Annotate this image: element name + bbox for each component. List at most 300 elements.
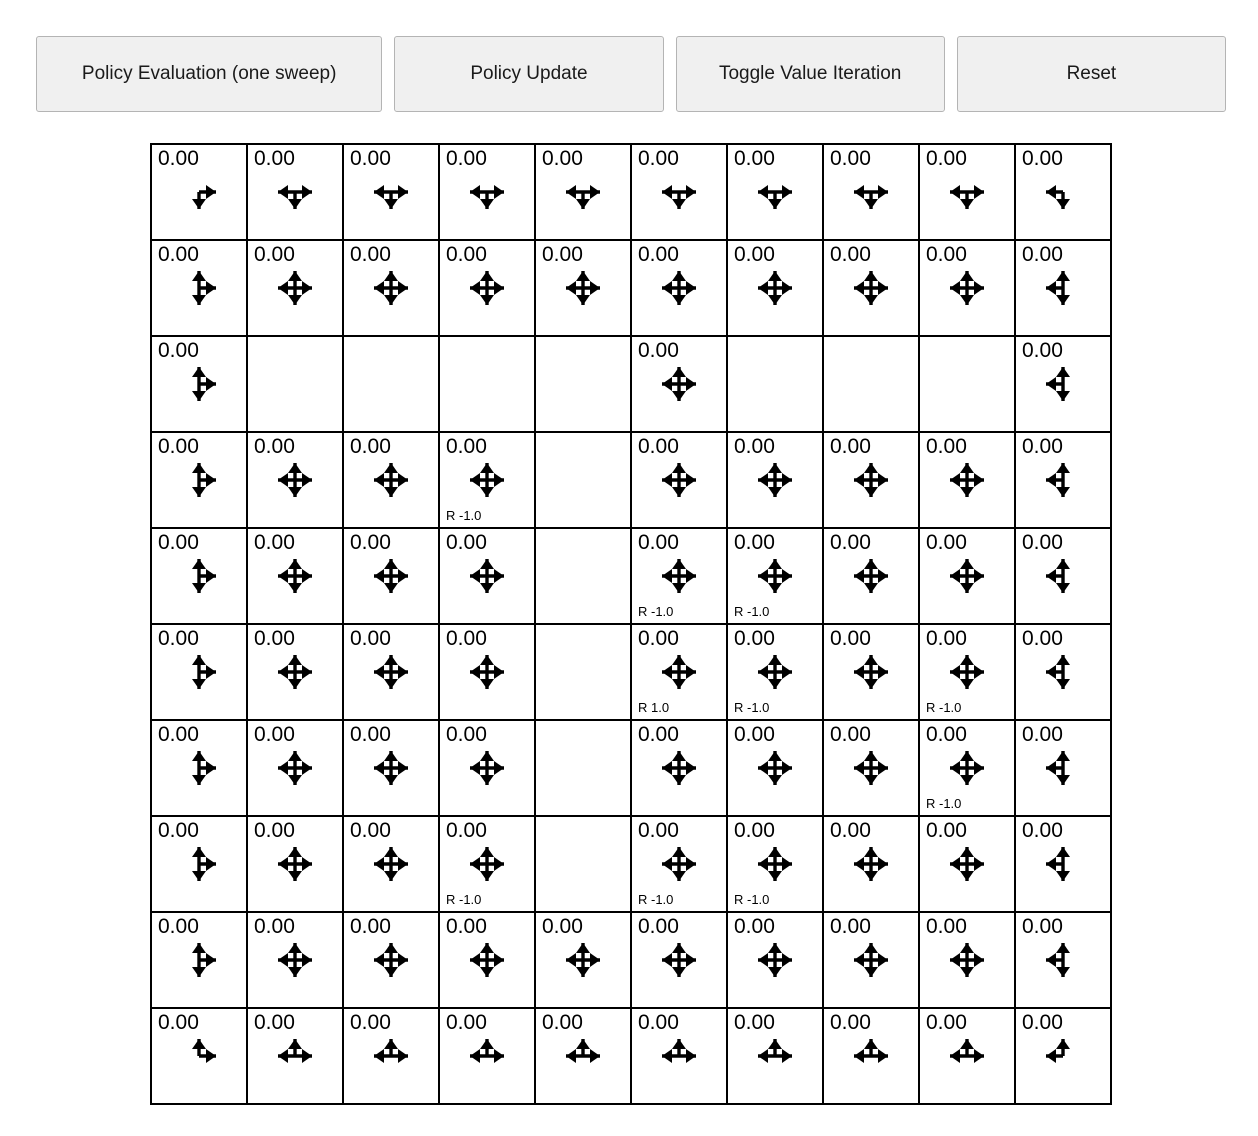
grid-cell[interactable] [247, 816, 343, 912]
cell-value: 0.00 [254, 531, 295, 554]
cell-value: 0.00 [830, 147, 871, 170]
grid-cell[interactable] [439, 912, 535, 1008]
grid-cell[interactable] [343, 720, 439, 816]
grid-cell[interactable] [1015, 528, 1111, 624]
cell-value: 0.00 [542, 1011, 583, 1034]
policy-arrows-icon [1016, 1031, 1110, 1081]
policy-arrows-icon [632, 1031, 726, 1081]
policy-arrows-icon [632, 743, 726, 793]
cell-value: 0.00 [158, 531, 199, 554]
reset-button[interactable]: Reset [957, 36, 1226, 112]
grid-cell[interactable] [151, 528, 247, 624]
policy-arrows-icon [440, 1031, 534, 1081]
policy-arrows-icon [920, 263, 1014, 313]
grid-cell-inner [344, 529, 438, 623]
cell-value: 0.00 [446, 723, 487, 746]
grid-cell[interactable] [919, 528, 1015, 624]
cell-value: 0.00 [254, 435, 295, 458]
grid-cell[interactable] [823, 624, 919, 720]
grid-cell[interactable] [727, 1008, 823, 1104]
cell-value: 0.00 [734, 435, 775, 458]
grid-cell[interactable] [439, 720, 535, 816]
policy-arrows-icon [152, 551, 246, 601]
policy-arrows-icon [728, 743, 822, 793]
policy-arrows-icon [920, 455, 1014, 505]
grid-cell[interactable] [439, 816, 535, 912]
grid-cell[interactable] [343, 528, 439, 624]
grid-cell-inner [824, 241, 918, 335]
grid-cell[interactable] [823, 240, 919, 336]
grid-cell[interactable] [343, 816, 439, 912]
cell-value: 0.00 [830, 1011, 871, 1034]
policy-arrows-icon [1016, 359, 1110, 409]
cell-value: 0.00 [254, 723, 295, 746]
cell-value: 0.00 [350, 627, 391, 650]
cell-value: 0.00 [350, 819, 391, 842]
grid-cell-inner [824, 625, 918, 719]
grid-cell[interactable] [439, 432, 535, 528]
grid-row [151, 528, 1111, 624]
policy-arrows-icon [344, 167, 438, 217]
grid-cell-inner [632, 145, 726, 239]
policy-arrows-icon [248, 455, 342, 505]
grid-cell-inner [344, 433, 438, 527]
grid-cell-inner [1016, 913, 1110, 1007]
cell-value: 0.00 [1022, 915, 1063, 938]
cell-value: 0.00 [638, 627, 679, 650]
grid-cell-inner [248, 241, 342, 335]
grid-cell[interactable] [247, 1008, 343, 1104]
cell-value: 0.00 [158, 627, 199, 650]
cell-value: 0.00 [638, 723, 679, 746]
policy-arrows-icon [536, 167, 630, 217]
cell-reward-label: R -1.0 [446, 892, 482, 907]
policy-arrows-icon [152, 743, 246, 793]
grid-cell[interactable] [919, 912, 1015, 1008]
policy-arrows-icon [440, 935, 534, 985]
grid-cell[interactable] [631, 720, 727, 816]
grid-cell-inner [248, 1009, 342, 1103]
policy-arrows-icon [440, 167, 534, 217]
policy-arrows-icon [152, 839, 246, 889]
policy-arrows-icon [440, 551, 534, 601]
policy-arrows-icon [632, 647, 726, 697]
policy-arrows-icon [824, 839, 918, 889]
grid-row [151, 720, 1111, 816]
policy-update-button[interactable]: Policy Update [394, 36, 663, 112]
policy-arrows-icon [632, 167, 726, 217]
grid-cell-inner [920, 1009, 1014, 1103]
cell-value: 0.00 [158, 339, 199, 362]
grid-cell-inner [152, 913, 246, 1007]
policy-arrows-icon [152, 455, 246, 505]
grid-cell-inner [728, 625, 822, 719]
grid-cell[interactable] [631, 528, 727, 624]
cell-value: 0.00 [446, 243, 487, 266]
grid-cell[interactable] [343, 240, 439, 336]
grid-cell-inner [152, 721, 246, 815]
cell-value: 0.00 [926, 819, 967, 842]
policy-arrows-icon [632, 935, 726, 985]
grid-cell[interactable] [1015, 624, 1111, 720]
policy-arrows-icon [920, 167, 1014, 217]
grid-cell[interactable] [727, 432, 823, 528]
cell-value: 0.00 [446, 147, 487, 170]
grid-cell[interactable] [631, 912, 727, 1008]
grid-cell[interactable] [727, 528, 823, 624]
cell-value: 0.00 [158, 1011, 199, 1034]
cell-value: 0.00 [254, 819, 295, 842]
grid-cell[interactable] [151, 912, 247, 1008]
cell-reward-label: R -1.0 [926, 796, 962, 811]
cell-value: 0.00 [542, 915, 583, 938]
grid-row [151, 912, 1111, 1008]
grid-cell[interactable] [727, 240, 823, 336]
grid-cell[interactable] [439, 624, 535, 720]
grid-cell[interactable] [151, 336, 247, 432]
grid-cell-inner [1016, 721, 1110, 815]
grid-cell-inner [728, 145, 822, 239]
policy-arrows-icon [440, 647, 534, 697]
grid-cell-wall[interactable] [535, 336, 631, 432]
cell-reward-label: R -1.0 [734, 700, 770, 715]
cell-value: 0.00 [1022, 627, 1063, 650]
grid-cell[interactable] [631, 816, 727, 912]
grid-cell-inner [1016, 433, 1110, 527]
grid-cell[interactable] [247, 528, 343, 624]
grid-cell-inner [344, 625, 438, 719]
cell-value: 0.00 [638, 243, 679, 266]
grid-cell[interactable] [439, 240, 535, 336]
grid-cell[interactable] [535, 144, 631, 240]
cell-reward-label: R -1.0 [734, 604, 770, 619]
grid-cell[interactable] [535, 1008, 631, 1104]
grid-cell[interactable] [439, 528, 535, 624]
grid-cell-inner [1016, 145, 1110, 239]
policy-arrows-icon [248, 551, 342, 601]
grid-cell[interactable] [535, 912, 631, 1008]
grid-cell[interactable] [1015, 240, 1111, 336]
grid-cell-inner [632, 1009, 726, 1103]
policy-arrows-icon [728, 647, 822, 697]
grid-cell-inner [152, 145, 246, 239]
grid-cell[interactable] [1015, 144, 1111, 240]
grid-cell[interactable] [247, 432, 343, 528]
grid-row [151, 816, 1111, 912]
policy-arrows-icon [1016, 167, 1110, 217]
grid-cell[interactable] [631, 1008, 727, 1104]
grid-cell[interactable] [247, 720, 343, 816]
toggle-value-iteration-button[interactable]: Toggle Value Iteration [676, 36, 945, 112]
grid-cell-wall[interactable] [727, 336, 823, 432]
policy-arrows-icon [1016, 743, 1110, 793]
grid-cell-wall[interactable] [535, 624, 631, 720]
cell-value: 0.00 [350, 723, 391, 746]
cell-value: 0.00 [734, 819, 775, 842]
cell-value: 0.00 [446, 915, 487, 938]
policy-arrows-icon [440, 263, 534, 313]
grid-cell-wall[interactable] [823, 336, 919, 432]
grid-cell[interactable] [631, 144, 727, 240]
cell-value: 0.00 [1022, 339, 1063, 362]
cell-reward-label: R -1.0 [638, 892, 674, 907]
grid-cell[interactable] [919, 432, 1015, 528]
grid-cell-inner [248, 625, 342, 719]
grid-row [151, 240, 1111, 336]
policy-arrows-icon [920, 1031, 1014, 1081]
policy-arrows-icon [344, 263, 438, 313]
grid-cell[interactable] [823, 144, 919, 240]
gridworld-grid [150, 143, 1112, 1105]
grid-cell-wall[interactable] [535, 720, 631, 816]
grid-row [151, 144, 1111, 240]
grid-cell-inner [344, 241, 438, 335]
policy-arrows-icon [920, 743, 1014, 793]
grid-cell[interactable] [1015, 912, 1111, 1008]
cell-value: 0.00 [830, 435, 871, 458]
grid-cell[interactable] [151, 240, 247, 336]
policy-arrows-icon [344, 647, 438, 697]
grid-cell[interactable] [919, 816, 1015, 912]
grid-cell[interactable] [919, 144, 1015, 240]
grid-cell-inner [728, 721, 822, 815]
cell-value: 0.00 [254, 243, 295, 266]
grid-cell[interactable] [1015, 720, 1111, 816]
policy-arrows-icon [344, 839, 438, 889]
cell-value: 0.00 [350, 915, 391, 938]
grid-cell-inner [632, 721, 726, 815]
grid-cell-inner [920, 145, 1014, 239]
grid-cell[interactable] [343, 432, 439, 528]
cell-value: 0.00 [926, 435, 967, 458]
policy-arrows-icon [728, 551, 822, 601]
grid-cell[interactable] [343, 144, 439, 240]
grid-cell[interactable] [727, 144, 823, 240]
cell-value: 0.00 [158, 243, 199, 266]
cell-value: 0.00 [1022, 243, 1063, 266]
cell-value: 0.00 [446, 1011, 487, 1034]
grid-cell[interactable] [247, 240, 343, 336]
policy-arrows-icon [920, 935, 1014, 985]
policy-arrows-icon [248, 839, 342, 889]
policy-arrows-icon [728, 1031, 822, 1081]
policy-arrows-icon [824, 455, 918, 505]
policy-arrows-icon [920, 551, 1014, 601]
cell-value: 0.00 [350, 243, 391, 266]
grid-cell[interactable] [631, 240, 727, 336]
grid-cell-inner [632, 337, 726, 431]
grid-cell-inner [248, 433, 342, 527]
grid-cell-inner [824, 913, 918, 1007]
gridworld-grid-container [150, 143, 1112, 1105]
grid-cell-wall[interactable] [247, 336, 343, 432]
cell-value: 0.00 [734, 915, 775, 938]
grid-cell-inner [1016, 241, 1110, 335]
grid-cell-inner [1016, 1009, 1110, 1103]
grid-cell[interactable] [343, 912, 439, 1008]
grid-cell-inner [632, 913, 726, 1007]
grid-cell-inner [920, 625, 1014, 719]
cell-value: 0.00 [158, 147, 199, 170]
grid-cell[interactable] [151, 816, 247, 912]
grid-cell[interactable] [631, 336, 727, 432]
cell-value: 0.00 [926, 531, 967, 554]
grid-cell-wall[interactable] [343, 336, 439, 432]
grid-cell-wall[interactable] [535, 816, 631, 912]
grid-cell[interactable] [727, 912, 823, 1008]
grid-cell[interactable] [631, 624, 727, 720]
grid-cell[interactable] [247, 912, 343, 1008]
policy-arrows-icon [248, 647, 342, 697]
grid-cell[interactable] [823, 528, 919, 624]
cell-value: 0.00 [830, 819, 871, 842]
grid-cell[interactable] [919, 1008, 1015, 1104]
policy-arrows-icon [152, 935, 246, 985]
policy-arrows-icon [1016, 647, 1110, 697]
grid-cell[interactable] [823, 1008, 919, 1104]
policy-arrows-icon [824, 551, 918, 601]
grid-cell-inner [1016, 625, 1110, 719]
cell-value: 0.00 [158, 819, 199, 842]
grid-row [151, 432, 1111, 528]
grid-cell-inner [440, 817, 534, 911]
grid-cell[interactable] [343, 1008, 439, 1104]
cell-value: 0.00 [830, 915, 871, 938]
policy-arrows-icon [824, 167, 918, 217]
grid-cell[interactable] [1015, 432, 1111, 528]
cell-value: 0.00 [926, 627, 967, 650]
policy-arrows-icon [632, 359, 726, 409]
grid-cell-inner [728, 241, 822, 335]
cell-value: 0.00 [254, 915, 295, 938]
grid-cell-inner [920, 529, 1014, 623]
cell-value: 0.00 [542, 147, 583, 170]
policy-arrows-icon [920, 839, 1014, 889]
grid-cell[interactable] [1015, 816, 1111, 912]
grid-cell-inner [440, 433, 534, 527]
policy-arrows-icon [824, 647, 918, 697]
grid-cell[interactable] [823, 912, 919, 1008]
grid-cell[interactable] [151, 432, 247, 528]
grid-cell-inner [440, 241, 534, 335]
grid-cell-inner [152, 1009, 246, 1103]
grid-cell-wall[interactable] [535, 528, 631, 624]
grid-cell[interactable] [247, 144, 343, 240]
grid-cell[interactable] [535, 240, 631, 336]
grid-cell[interactable] [151, 720, 247, 816]
grid-row [151, 624, 1111, 720]
cell-value: 0.00 [734, 627, 775, 650]
toolbar [36, 36, 1226, 112]
grid-cell[interactable] [1015, 1008, 1111, 1104]
policy-arrows-icon [728, 935, 822, 985]
cell-value: 0.00 [734, 531, 775, 554]
grid-cell[interactable] [823, 816, 919, 912]
cell-value: 0.00 [926, 147, 967, 170]
grid-cell[interactable] [151, 144, 247, 240]
grid-row [151, 336, 1111, 432]
grid-cell[interactable] [151, 624, 247, 720]
cell-value: 0.00 [350, 531, 391, 554]
grid-cell-inner [1016, 817, 1110, 911]
cell-value: 0.00 [830, 627, 871, 650]
cell-value: 0.00 [830, 531, 871, 554]
grid-cell[interactable] [823, 720, 919, 816]
grid-cell-inner [536, 1009, 630, 1103]
policy-arrows-icon [1016, 551, 1110, 601]
policy-arrows-icon [248, 743, 342, 793]
grid-cell[interactable] [919, 720, 1015, 816]
grid-cell[interactable] [439, 1008, 535, 1104]
grid-cell[interactable] [1015, 336, 1111, 432]
cell-value: 0.00 [638, 435, 679, 458]
cell-value: 0.00 [254, 627, 295, 650]
policy-arrows-icon [248, 167, 342, 217]
cell-value: 0.00 [446, 627, 487, 650]
grid-cell[interactable] [727, 624, 823, 720]
grid-cell-wall[interactable] [535, 432, 631, 528]
grid-cell[interactable] [343, 624, 439, 720]
policy-arrows-icon [1016, 935, 1110, 985]
grid-cell[interactable] [919, 240, 1015, 336]
grid-cell-inner [728, 817, 822, 911]
grid-cell-inner [632, 241, 726, 335]
cell-value: 0.00 [446, 819, 487, 842]
policy-evaluation-button[interactable]: Policy Evaluation (one sweep) [36, 36, 382, 112]
grid-cell-inner [344, 817, 438, 911]
policy-arrows-icon [344, 455, 438, 505]
grid-cell-inner [728, 433, 822, 527]
cell-value: 0.00 [638, 1011, 679, 1034]
cell-value: 0.00 [638, 819, 679, 842]
grid-cell-inner [632, 433, 726, 527]
grid-cell[interactable] [823, 432, 919, 528]
cell-reward-label: R -1.0 [446, 508, 482, 523]
policy-arrows-icon [824, 1031, 918, 1081]
cell-value: 0.00 [638, 339, 679, 362]
grid-cell[interactable] [439, 144, 535, 240]
grid-cell-inner [920, 817, 1014, 911]
grid-cell-wall[interactable] [439, 336, 535, 432]
cell-value: 0.00 [830, 723, 871, 746]
cell-value: 0.00 [1022, 147, 1063, 170]
policy-arrows-icon [728, 455, 822, 505]
cell-value: 0.00 [446, 531, 487, 554]
grid-cell-inner [920, 241, 1014, 335]
policy-arrows-icon [152, 167, 246, 217]
grid-cell[interactable] [151, 1008, 247, 1104]
grid-cell[interactable] [727, 816, 823, 912]
grid-cell[interactable] [247, 624, 343, 720]
cell-value: 0.00 [1022, 435, 1063, 458]
grid-cell[interactable] [631, 432, 727, 528]
grid-cell-inner [152, 433, 246, 527]
grid-cell-inner [152, 817, 246, 911]
grid-cell-inner [152, 241, 246, 335]
policy-arrows-icon [728, 263, 822, 313]
grid-cell-inner [824, 1009, 918, 1103]
grid-cell-wall[interactable] [919, 336, 1015, 432]
policy-arrows-icon [632, 839, 726, 889]
cell-value: 0.00 [446, 435, 487, 458]
cell-value: 0.00 [926, 243, 967, 266]
grid-cell-inner [824, 433, 918, 527]
grid-cell[interactable] [727, 720, 823, 816]
grid-cell-inner [728, 529, 822, 623]
grid-cell[interactable] [919, 624, 1015, 720]
grid-cell-inner [344, 721, 438, 815]
grid-cell-inner [824, 145, 918, 239]
